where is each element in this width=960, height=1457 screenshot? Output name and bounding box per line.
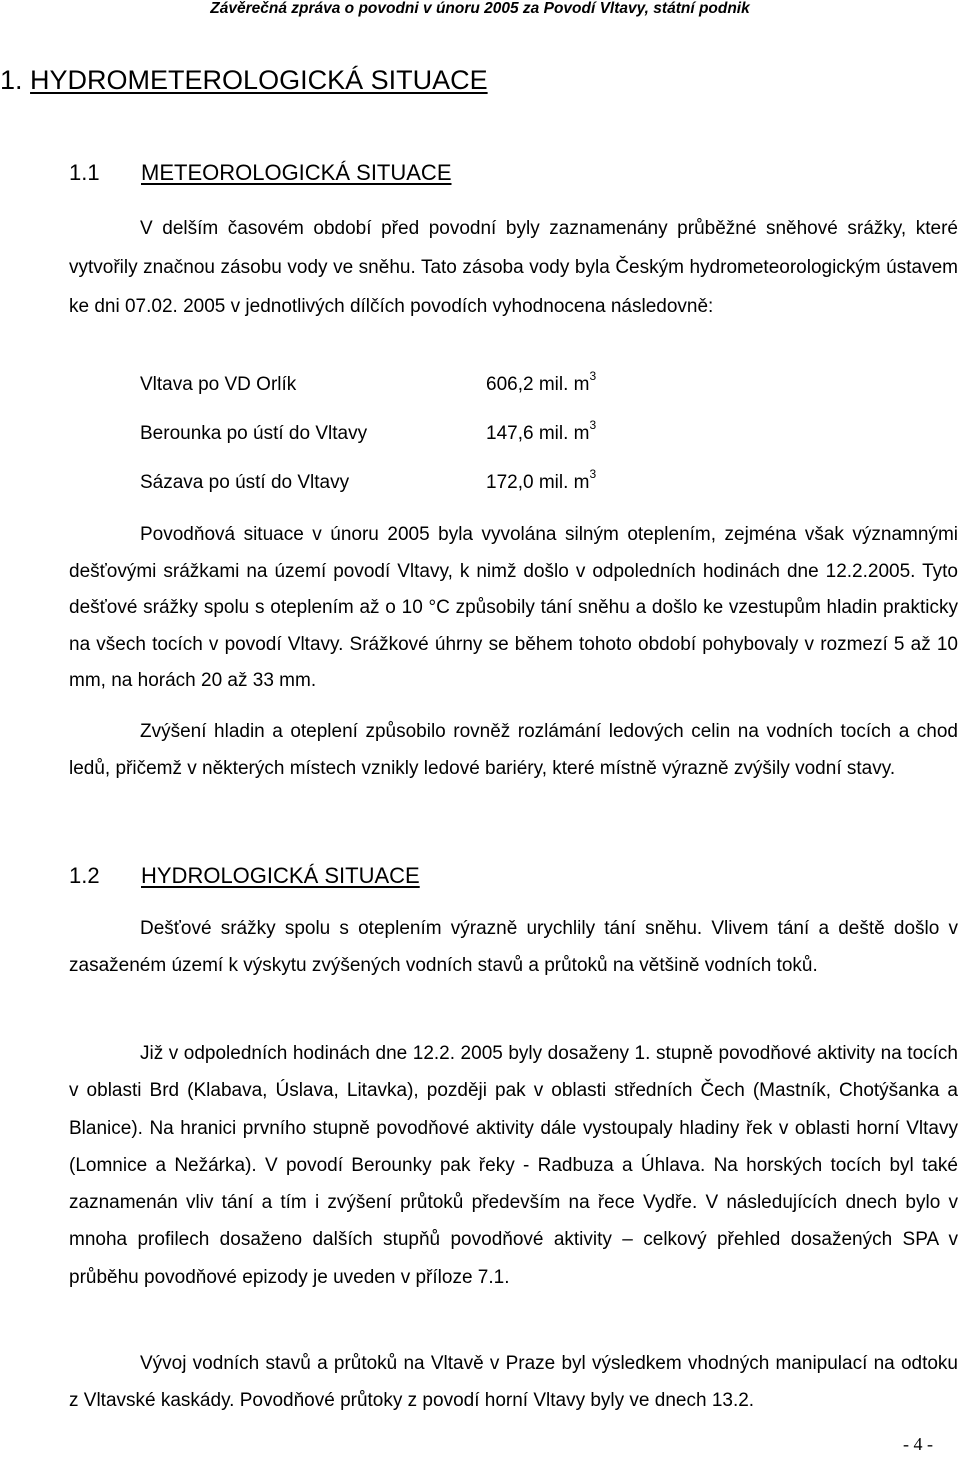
water-volume: 172,0 mil. $m^3$ — [486, 467, 597, 493]
meteo-paragraph-2 — [69, 517, 958, 700]
hydro-paragraph-2 — [69, 1035, 958, 1296]
section-number: 1.1 — [69, 160, 100, 185]
river-name: Sázava po ústí do Vltavy — [140, 472, 350, 493]
meteo-intro-paragraph — [69, 209, 958, 326]
hydro-paragraph-3 — [69, 1345, 958, 1419]
chapter-heading — [0, 63, 488, 97]
chapter-number: 1. — [0, 65, 23, 95]
section-heading-hydro — [69, 862, 420, 890]
water-volume: 606,2 mil. $m^3$ — [486, 369, 597, 395]
section-title: HYDROLOGICKÁ SITUACE — [141, 863, 420, 888]
paragraph-text: Vývoj vodních stavů a průtoků na Vltavě v Praze byl výsledkem vhodných manipulací na odtoku z Vltavské kaskády. Povodňové průtoky z povodí horní Vltavy byly ve dnech 13.2. — [69, 1353, 958, 1411]
section-number: 1.2 — [69, 863, 100, 888]
hydro-paragraph-1 — [69, 910, 958, 984]
paragraph-text: Již v odpoledních hodinách dne 12.2. 2005 byly dosaženy 1. stupně povodňové aktivity na tocích v oblasti Brd (Klabava, Úslava, Litavka), později pak v oblasti středních Čech (Mastník, Chotýšanka a Blanice). Na hranici prvního stupně povodňové aktivity dále vystoupaly hladiny řek v oblasti horní Vltavy (Lomnice a Nežárka). V povodí Berounky pak řeky - Radbuza a Úhlava. Na horských tocích byl také zaznamenán vliv tání a tím i zvýšení průtoků především na řece Vydře. V následujících dnech bylo v mnoha profilech dosaženo dalších stupňů povodňové aktivity – celkový přehled dosažených SPA v průběhu povodňové epizody je uveden v příloze 7.1. — [69, 1043, 958, 1288]
paragraph-text: Dešťové srážky spolu s oteplením výrazně urychlily tání sněhu. Vlivem tání a deště došlo v zasaženém území k výskytu zvýšených vodních stavů a průtoků na většině vodních toků. — [69, 918, 958, 976]
meteo-paragraph-3 — [69, 714, 958, 787]
page-number: - 4 - — [903, 1434, 933, 1454]
river-name: Berounka po ústí do Vltavy — [140, 423, 368, 444]
section-heading-meteo — [69, 159, 452, 187]
running-header: Závěrečná zpráva o povodni v únoru 2005 za Povodí Vltavy, státní podnik — [210, 0, 750, 17]
water-volume: 147,6 mil. $m^3$ — [486, 418, 597, 444]
paragraph-text: Zvýšení hladin a oteplení způsobilo rovněž rozlámání ledových celin na vodních tocích a chod ledů, přičemž v některých místech vznikly ledové bariéry, které místně výrazně zvýšily vodní stavy. — [69, 721, 958, 779]
section-title: METEOROLOGICKÁ SITUACE — [141, 160, 452, 185]
paragraph-text: Povodňová situace v únoru 2005 byla vyvolána silným oteplením, zejména však významnými dešťovými srážkami na území povodí Vltavy, k nimž došlo v odpoledních hodinách dne 12.2.2005. Tyto dešťové srážky spolu s oteplením až o 10 °C způsobily tání sněhu a došlo ke vzestupům hladin prakticky na všech tocích v povodí Vltavy. Srážkové úhrny se během tohoto období pohybovaly v rozmezí 5 až 10 mm, na horách 20 až 33 mm. — [69, 524, 958, 692]
river-name: Vltava po VD Orlík — [140, 374, 297, 395]
paragraph-text: V delším časovém období před povodní byly zaznamenány průběžné sněhové srážky, které vytvořily značnou zásobu vody ve sněhu. Tato zásoba vody byla Českým hydrometeorologickým ústavem ke dni 07.02. 2005 v jednotlivých dílčích povodích vyhodnocena následovně: — [69, 218, 958, 317]
chapter-title: HYDROMETEROLOGICKÁ SITUACE — [30, 65, 488, 95]
